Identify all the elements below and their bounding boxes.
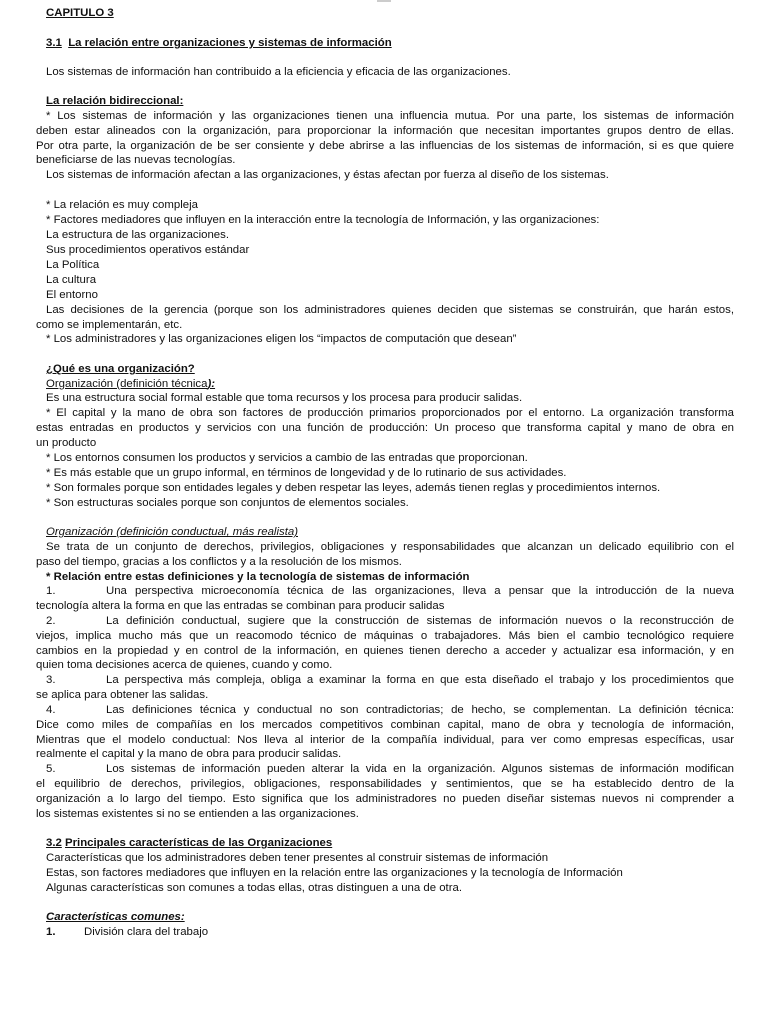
text-line: deben estar alineados con la organización, para proporcionar la información que necesitan importantes grupos dentro de ellas.: [36, 125, 734, 137]
bullet-item: * Son estructuras sociales porque son conjuntos de elementos sociales.: [46, 497, 409, 509]
bullet-item: * Es más estable que un grupo informal, en términos de longevidad y de lo rutinario de sus actividades.: [46, 467, 567, 479]
numbered-item: [36, 614, 734, 628]
section-number: 3.1: [46, 37, 62, 49]
numbered-item: [46, 925, 208, 939]
numbered-item: [36, 703, 734, 717]
item-number: 1.: [46, 926, 56, 938]
item-text: La definición conductual, sugiere que la construcción de sistemas de información nuevos o la reconstrucción de: [106, 615, 734, 627]
item-number: 2.: [46, 615, 56, 627]
technical-definition-label: [46, 377, 215, 391]
intro-paragraph: Los sistemas de información han contribuido a la eficiencia y eficacia de las organizaciones.: [46, 66, 511, 78]
section-title: Principales características de las Organizaciones: [65, 837, 333, 849]
item-number: 5.: [46, 763, 56, 775]
text-line: Por otra parte, la organización de be ser consiente y debe abrirse a las influencias de los sistemas de información, si es que quiere: [36, 140, 734, 152]
text-line: Mientras que el modelo conductual: Nos lleva al interior de la compañía individual, para ver como empresas específicas, usar: [36, 734, 734, 746]
bullet-item: * Son formales porque son entidades legales y deben respetar las leyes, además tienen reglas y procedimientos internos.: [46, 482, 661, 494]
organization-heading: ¿Qué es una organización?: [46, 363, 195, 375]
text-line: Características que los administradores deben tener presentes al construir sistemas de información: [46, 852, 549, 864]
numbered-item: [36, 762, 734, 776]
list-item: La estructura de las organizaciones.: [46, 229, 229, 241]
item-number: 4.: [46, 704, 56, 716]
behavioral-definition-heading: Organización (definición conductual, más realista): [46, 526, 298, 538]
text-line: Las decisiones de la gerencia (porque son los administradores quienes deciden que sistemas se construirán, que harán estos,: [46, 304, 734, 316]
text-line: viejos, implica mucho más que un reacomodo técnico de máquinas o trabajadores. Más bien el cambio tecnológico requiere: [36, 630, 734, 642]
text-line: Los sistemas de información afectan a las organizaciones, y éstas afectan por fuerza al diseño de los sistemas.: [46, 169, 609, 181]
list-item: La Política: [46, 259, 100, 271]
item-number: 1.: [46, 585, 56, 597]
text-line: como se implementarán, etc.: [36, 319, 183, 331]
text-line: * El capital y la mano de obra son factores de producción primarios proporcionados por el entorno. La organización transforma: [46, 407, 734, 419]
text-line: paso del tiempo, gracias a los conflictos y a la resolución de los mismos.: [36, 556, 402, 568]
page-top-mark: [377, 0, 391, 2]
list-item: El entorno: [46, 289, 98, 301]
numbered-item: [36, 673, 734, 687]
text-line: tecnología altera la forma en que las entradas se combinan para producir salidas: [36, 600, 445, 612]
technical-definition-text: Organización (definición técnica: [46, 378, 208, 390]
bidirectional-heading: La relación bidireccional:: [46, 95, 184, 107]
text-line: realmente el capital y la mano de obra para producir salidas.: [36, 748, 342, 760]
text-line: Se trata de un conjunto de derechos, privilegios, obligaciones y responsabilidades que alcanzan un delicado equilibrio con el: [46, 541, 734, 553]
text-line: Es una estructura social formal estable que toma recursos y los procesa para producir salidas.: [46, 392, 523, 404]
technical-definition-suffix: ):: [207, 378, 216, 390]
text-line: Algunas características son comunes a todas ellas, otras distinguen a una de otra.: [46, 882, 462, 894]
text-line: organización a lo largo del tiempo. Esto significa que los administradores no pueden diseñar sistemas nuevos ni comprender a: [36, 793, 734, 805]
item-text: La perspectiva más compleja, obliga a examinar la forma en que esta diseñado el trabajo y los procedimientos que: [106, 674, 734, 686]
item-text: División clara del trabajo: [84, 926, 209, 938]
text-line: Dice como miles de compañías en los mercados competitivos combinan capital, mano de obra y tecnología de información,: [36, 719, 734, 731]
item-text: Las definiciones técnica y conductual no son contradictorias; de hecho, se complementan. La definición técnica:: [106, 704, 734, 716]
text-line: Estas, son factores mediadores que influyen en la relación entre las organizaciones y la tecnología de Información: [46, 867, 623, 879]
section-3-2-heading: [46, 836, 332, 850]
item-number: 3.: [46, 674, 56, 686]
bullet-item: * Los entornos consumen los productos y servicios a cambio de las entradas que proporcionan.: [46, 452, 528, 464]
bullet-item: * Los administradores y las organizaciones eligen los “impactos de computación que desean”: [46, 333, 517, 345]
text-line: un producto: [36, 437, 97, 449]
section-title: La relación entre organizaciones y sistemas de información: [68, 37, 392, 49]
text-line: estas entradas en productos y servicios con una función de producción: Un proceso que transforma capital y mano de obra en: [36, 422, 734, 434]
numbered-item: [36, 584, 734, 598]
text-line: quien toma decisiones acerca de quienes, cuando y como.: [36, 659, 333, 671]
text-line: el equilibrio de derechos, privilegios, obligaciones, responsabilidades y sentimientos, que se ha establecido dentro de la: [36, 778, 734, 790]
text-line: los sistemas existentes si no se entienden a las organizaciones.: [36, 808, 359, 820]
text-line: * Los sistemas de información y las organizaciones tienen una influencia mutua. Por una parte, los sistemas de información: [46, 110, 734, 122]
section-3-1-heading: [46, 36, 392, 50]
relation-heading: * Relación entre estas definiciones y la tecnología de sistemas de información: [46, 571, 470, 583]
text-line: cambios en la propiedad y en control de la información, en quienes tienen derecho a acceder y actualizar esa información, y en: [36, 645, 734, 657]
chapter-title: CAPITULO 3: [46, 7, 114, 19]
list-item: Sus procedimientos operativos estándar: [46, 244, 250, 256]
bullet-item: * La relación es muy compleja: [46, 199, 198, 211]
text-line: se aplica para obtener las salidas.: [36, 689, 209, 701]
common-characteristics-heading: Características comunes:: [46, 911, 185, 923]
list-item: La cultura: [46, 274, 97, 286]
section-number: 3.2: [46, 837, 62, 849]
text-line: beneficiarse de las nuevas tecnologías.: [36, 154, 236, 166]
bullet-item: * Factores mediadores que influyen en la interacción entre la tecnología de Información, y las organizaciones:: [46, 214, 600, 226]
item-text: Una perspectiva microeconomía técnica de las organizaciones, lleva a pensar que la introducción de la nueva: [106, 585, 734, 597]
item-text: Los sistemas de información pueden alterar la vida en la organización. Algunos sistemas de información modifican: [106, 763, 734, 775]
